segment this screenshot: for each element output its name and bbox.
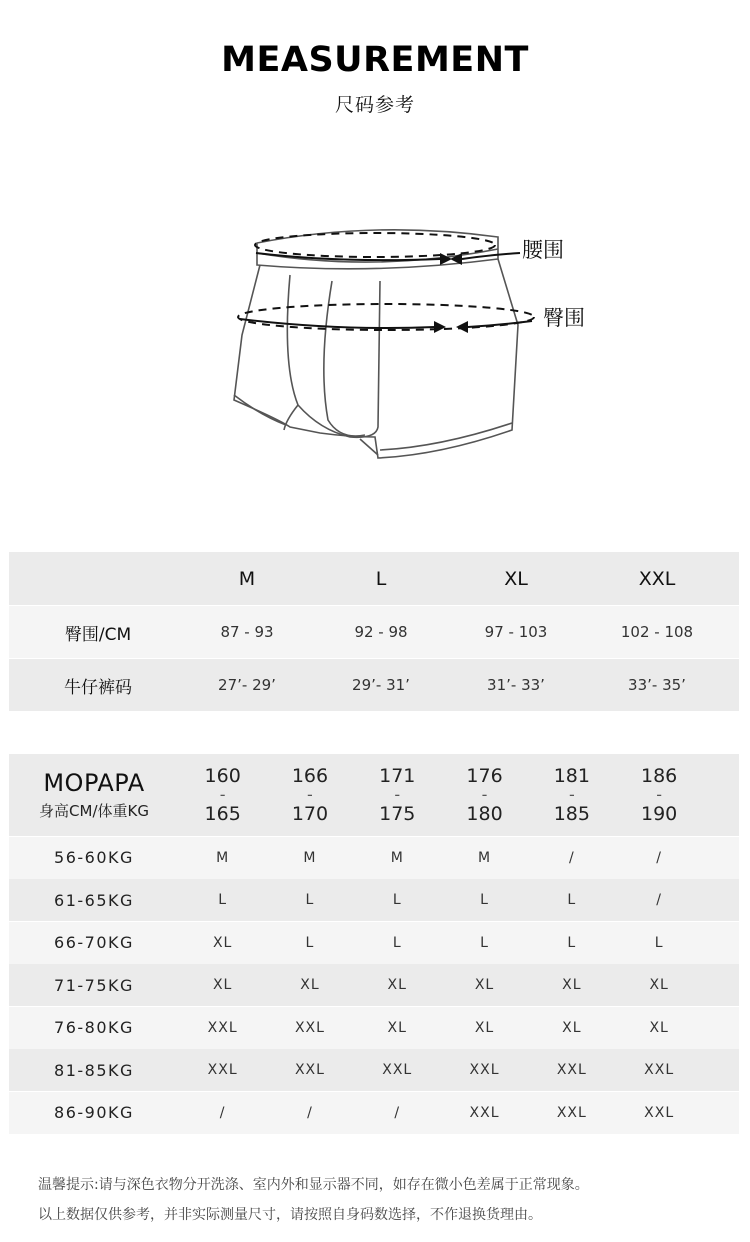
table-cell: XXL (469, 1062, 500, 1078)
table-cell: XL (649, 1019, 669, 1036)
row-label: 牛仔裤码 (64, 677, 132, 698)
table-cell: XL (387, 977, 407, 993)
height-min: 181 (553, 765, 590, 787)
height-max: 175 (379, 803, 416, 825)
table-cell: XL (474, 977, 495, 993)
table-row (9, 922, 739, 964)
table-cell: XXL (207, 1019, 238, 1036)
table-cell: M (390, 849, 404, 866)
table-cell: / (656, 892, 662, 908)
table-cell: / (307, 1104, 313, 1121)
height-range-header (266, 766, 353, 824)
table-row (9, 659, 739, 711)
table-cell: M (303, 849, 317, 866)
size-header-l: L (375, 567, 387, 590)
height-dash: - (219, 785, 226, 804)
table-cell: L (305, 934, 315, 951)
height-range-header (179, 766, 266, 824)
table-row (9, 606, 739, 658)
weight-label: 81-85KG (54, 1060, 134, 1080)
size-table-header (9, 552, 739, 605)
page-subtitle: 尺码参考 (334, 94, 415, 116)
table-cell: XXL (382, 1062, 413, 1078)
size-reference-table (9, 552, 739, 711)
height-min: 186 (641, 765, 678, 787)
table-cell: 31’- 33’ (487, 676, 545, 694)
table-cell: L (480, 892, 489, 908)
height-dash: - (307, 785, 313, 804)
size-header-xxl: XXL (638, 567, 676, 590)
table-cell: / (568, 849, 575, 866)
table-cell: / (394, 1104, 401, 1121)
table-cell: 87 - 93 (220, 623, 274, 641)
weight-label: 66-70KG (54, 933, 134, 952)
table-cell: XL (387, 1019, 407, 1036)
height-min: 160 (204, 765, 241, 787)
height-dash: - (568, 785, 575, 804)
height-max: 165 (204, 803, 241, 825)
table-cell: XXL (294, 1062, 325, 1078)
waist-label: 腰围 (522, 238, 564, 262)
table-cell: / (656, 849, 662, 866)
table-row (9, 837, 739, 879)
table-row (9, 1049, 739, 1091)
height-range-header (528, 766, 615, 824)
table-cell: XL (474, 1019, 495, 1036)
size-header-m: M (238, 567, 256, 590)
table-cell: XL (562, 1019, 582, 1036)
height-weight-fit-table (9, 754, 739, 1134)
table-cell: XL (300, 977, 320, 993)
table-cell: M (216, 849, 230, 866)
notes (38, 1170, 589, 1230)
height-min: 171 (379, 765, 416, 787)
height-max: 170 (291, 803, 329, 825)
table-cell: XXL (644, 1104, 675, 1121)
height-max: 190 (641, 803, 678, 825)
axis-label: 身高CM/体重KG (39, 802, 149, 820)
table-cell: 27’- 29’ (218, 676, 276, 694)
row-label: 臀围/CM (64, 624, 132, 645)
table-cell: L (305, 892, 315, 908)
height-range-header (441, 766, 528, 824)
weight-label: 61-65KG (54, 890, 134, 910)
height-min: 166 (291, 765, 329, 787)
table-cell: XL (212, 934, 233, 951)
note-line: 温馨提示:请与深色衣物分开洗涤、室内外和显示器不同，如存在微小色差属于正常现象。 (38, 1177, 589, 1193)
waist-measure-line (255, 233, 520, 265)
table-cell: L (392, 892, 402, 908)
table-cell: / (219, 1104, 226, 1121)
brand-cell (9, 769, 179, 821)
height-dash: - (481, 785, 488, 804)
table-cell: XXL (556, 1104, 587, 1121)
note-line: 以上数据仅供参考，并非实际测量尺寸，请按照自身码数选择，不作退换货理由。 (38, 1207, 542, 1223)
boxer-measurement-illustration (200, 215, 620, 470)
table-cell: L (654, 934, 664, 951)
table-cell: 102 - 108 (620, 623, 694, 641)
table-cell: XXL (469, 1104, 500, 1121)
table-cell: XL (562, 977, 582, 993)
height-range-header (615, 766, 702, 824)
table-cell: M (477, 849, 492, 866)
page-title: MEASUREMENT (221, 40, 529, 80)
height-max: 180 (466, 803, 503, 825)
table-row (9, 964, 739, 1006)
weight-label: 76-80KG (54, 1018, 134, 1037)
height-min: 176 (466, 765, 503, 787)
table-cell: 29’- 31’ (352, 676, 410, 694)
boxer-body-outline (234, 259, 518, 458)
table-cell: 33’- 35’ (628, 676, 686, 694)
pouch-outline (287, 275, 380, 437)
height-dash: - (394, 785, 401, 804)
brand-name: MOPAPA (43, 769, 145, 797)
table-row (9, 1092, 739, 1134)
height-dash: - (656, 785, 663, 804)
table-cell: L (218, 892, 228, 908)
table-cell: L (392, 934, 402, 951)
table-cell: L (567, 892, 577, 908)
table-row (9, 879, 739, 921)
hip-measure-line (238, 304, 534, 333)
table-cell: XXL (556, 1062, 587, 1078)
table-cell: XL (649, 977, 669, 993)
table-cell: 97 - 103 (484, 623, 548, 641)
height-max: 185 (553, 803, 590, 825)
height-range-header (354, 766, 441, 824)
hip-label: 臀围 (543, 306, 585, 330)
table-row (9, 1007, 739, 1049)
weight-label: 71-75KG (54, 975, 134, 995)
table-cell: L (567, 934, 577, 951)
table-cell: L (480, 934, 489, 951)
size-header-xl: XL (504, 567, 528, 590)
table-cell: XXL (294, 1019, 325, 1036)
weight-label: 86-90KG (54, 1103, 134, 1122)
table-cell: XXL (207, 1062, 238, 1078)
table-cell: XL (212, 977, 233, 993)
fit-table-header (9, 754, 739, 836)
table-cell: 92 - 98 (354, 623, 408, 641)
weight-label: 56-60KG (54, 848, 134, 867)
table-cell: XXL (644, 1062, 675, 1078)
